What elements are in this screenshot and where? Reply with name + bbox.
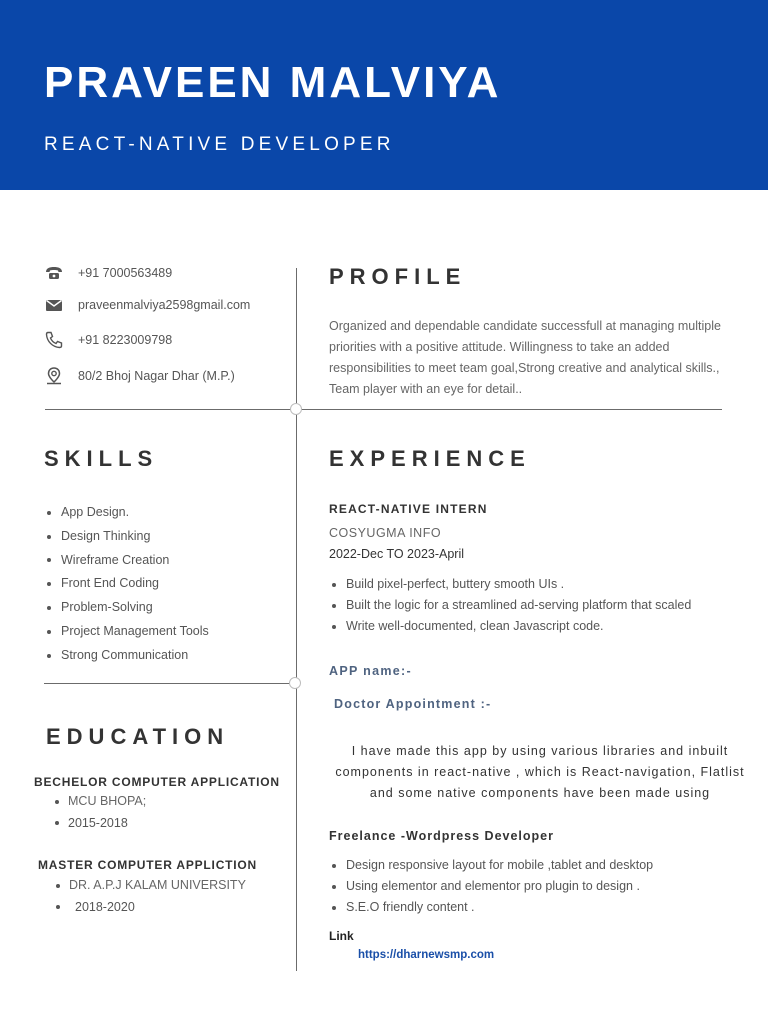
skill-item: Problem-Solving bbox=[44, 596, 284, 620]
portfolio-link[interactable]: https://dharnewsmp.com bbox=[358, 949, 495, 961]
degree-details bbox=[52, 791, 146, 834]
telephone-icon bbox=[44, 263, 64, 283]
skills-heading: SKILLS bbox=[44, 446, 159, 471]
experience-heading: EXPERIENCE bbox=[329, 446, 531, 471]
header-banner bbox=[0, 0, 768, 190]
freelance-bullet: Using elementor and elementor pro plugin to design . bbox=[329, 876, 653, 897]
mail-icon bbox=[44, 295, 64, 315]
freelance-bullet: Design responsive layout for mobile ,tablet and desktop bbox=[329, 855, 653, 876]
contact-address bbox=[44, 366, 235, 386]
degree-details bbox=[53, 875, 246, 918]
job-bullet: Build pixel-perfect, buttery smooth UIs . bbox=[329, 574, 691, 595]
link-label: Link bbox=[329, 929, 354, 943]
profile-heading: PROFILE bbox=[329, 264, 467, 289]
phone-handset-icon bbox=[44, 330, 64, 350]
skill-item: Strong Communication bbox=[44, 644, 284, 668]
phone-2-text[interactable]: +91 8223009798 bbox=[78, 333, 173, 347]
degree-institution: MCU BHOPA; bbox=[52, 791, 146, 813]
skill-item: App Design. bbox=[44, 501, 284, 525]
divider-node bbox=[290, 403, 302, 415]
degree-institution: DR. A.P.J KALAM UNIVERSITY bbox=[53, 875, 246, 897]
vertical-divider bbox=[296, 268, 297, 971]
skill-item: Design Thinking bbox=[44, 525, 284, 549]
skill-item: Project Management Tools bbox=[44, 620, 284, 644]
email-text[interactable]: praveenmalviya2598gmail.com bbox=[78, 298, 251, 312]
freelance-title: Freelance -Wordpress Developer bbox=[329, 829, 554, 843]
freelance-bullet: S.E.O friendly content . bbox=[329, 897, 653, 918]
job-bullet: Write well-documented, clean Javascript code. bbox=[329, 616, 691, 637]
phone-1-text[interactable]: +91 7000563489 bbox=[78, 266, 173, 280]
horizontal-divider-top bbox=[45, 409, 722, 410]
contact-phone-2 bbox=[44, 330, 172, 350]
degree-title: MASTER COMPUTER APPLICTION bbox=[38, 858, 258, 872]
app-label: APP name:- bbox=[329, 664, 412, 678]
freelance-bullets bbox=[329, 855, 653, 918]
candidate-role: REACT-NATIVE DEVELOPER bbox=[44, 134, 395, 155]
skill-item: Wireframe Creation bbox=[44, 549, 284, 573]
skills-list bbox=[44, 501, 284, 668]
candidate-name: PRAVEEN MALVIYA bbox=[44, 58, 502, 107]
horizontal-divider-left bbox=[44, 683, 296, 684]
job-bullet: Built the logic for a streamlined ad-serving platform that scaled bbox=[329, 595, 691, 616]
job-dates: 2022-Dec TO 2023-April bbox=[329, 547, 465, 561]
job-title: REACT-NATIVE INTERN bbox=[329, 502, 488, 516]
skill-item: Front End Coding bbox=[44, 572, 284, 596]
divider-node bbox=[289, 677, 301, 689]
education-heading: EDUCATION bbox=[46, 724, 230, 749]
degree-years: 2018-2020 bbox=[53, 897, 246, 919]
address-text: 80/2 Bhoj Nagar Dhar (M.P.) bbox=[78, 369, 235, 383]
job-bullets bbox=[329, 574, 691, 637]
degree-title: BECHELOR COMPUTER APPLICATION bbox=[34, 775, 280, 789]
app-name: Doctor Appointment :- bbox=[334, 697, 492, 711]
location-pin-icon bbox=[44, 366, 64, 386]
contact-email bbox=[44, 295, 250, 315]
company-name: COSYUGMA INFO bbox=[329, 526, 442, 540]
profile-summary: Organized and dependable candidate successfull at managing multiple priorities with a positive attitude. Willingness to take an added responsibilities to meet team goal,Strong creative and analytical skills., Team player with an eye for detail.. bbox=[329, 319, 721, 396]
degree-years: 2015-2018 bbox=[52, 813, 146, 835]
app-description: I have made this app by using various libraries and inbuilt components in react-native , which is React-navigation, Flatlist and some native components have been made using bbox=[335, 744, 745, 800]
contact-phone-1 bbox=[44, 263, 172, 283]
